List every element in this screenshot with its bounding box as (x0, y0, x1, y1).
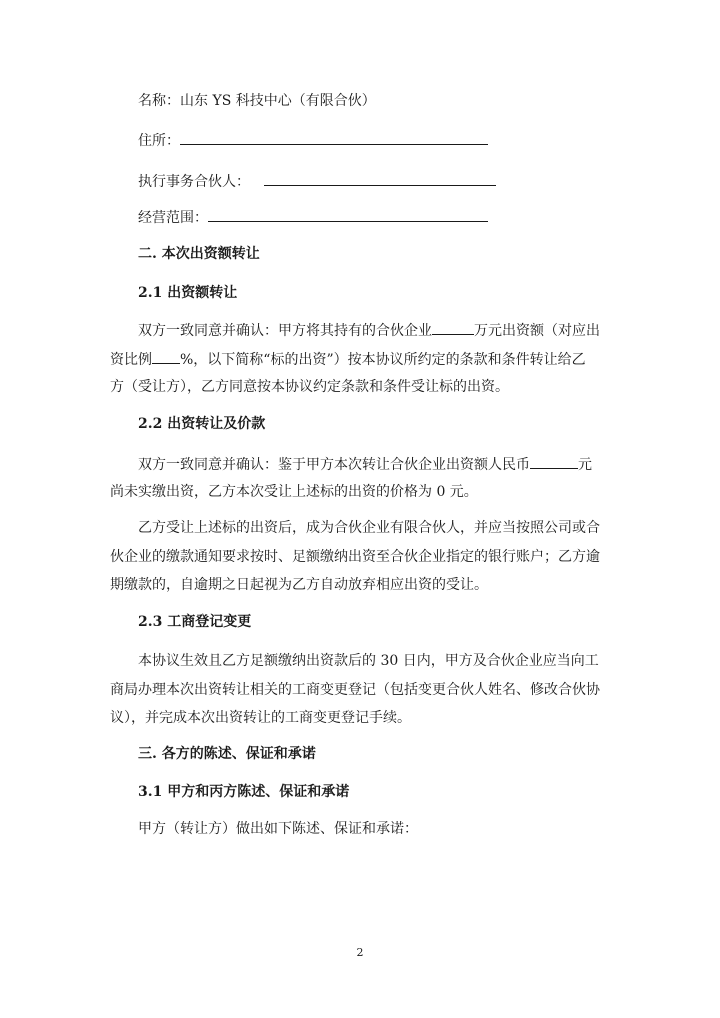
s22-p2-line-2: 伙企业的缴款通知要求按时、足额缴纳出资至合伙企业指定的银行账户；乙方逾 (110, 549, 600, 565)
s23-line-1: 本协议生效且乙方足额缴纳出资款后的 30 日内，甲方及合伙企业应当向工 (138, 653, 599, 669)
section2-heading: 二. 本次出资额转让 (138, 246, 260, 262)
name-value: 山东 YS 科技中心（有限合伙） (180, 93, 376, 109)
s31-line-1: 甲方（转让方）做出如下陈述、保证和承诺： (138, 821, 418, 837)
s21-text-1a: 双方一致同意并确认：甲方将其持有的合伙企业 (138, 323, 432, 339)
amount-blank (432, 320, 474, 335)
s22-p1-line-2: 尚未实缴出资，乙方本次受让上述标的出资的价格为 0 元。 (110, 484, 478, 500)
scope-blank (208, 207, 488, 222)
section2-2-heading: 2.2 出资转让及价款 (138, 416, 266, 432)
scope-label: 经营范围： (138, 210, 208, 226)
partner-blank (264, 171, 496, 186)
address-blank (180, 130, 488, 145)
partner-line (138, 171, 496, 191)
s21-line-2 (110, 349, 586, 369)
s21-line-1 (138, 320, 600, 340)
partner-label: 执行事务合伙人： (138, 174, 250, 190)
s23-line-2: 商局办理本次出资转让相关的工商变更登记（包括变更合伙人姓名、修改合伙协 (110, 682, 600, 698)
s23-line-3: 议），并完成本次出资转让的工商变更登记手续。 (110, 710, 411, 726)
s22-text-1a: 双方一致同意并确认：鉴于甲方本次转让合伙企业出资额人民币 (138, 457, 530, 473)
ratio-blank (152, 349, 180, 364)
section2-1-heading: 2.1 出资额转让 (138, 285, 238, 301)
s22-p1-line-1 (138, 454, 592, 474)
section2-3-heading: 2.3 工商登记变更 (138, 614, 252, 630)
name-line (138, 92, 376, 110)
s21-text-2b: %，以下简称“标的出资”）按本协议所约定的条款和条件转让给乙 (180, 352, 586, 368)
rmb-blank (530, 454, 578, 469)
scope-line (138, 207, 488, 227)
s22-p2-line-3: 期缴款的，自逾期之日起视为乙方自动放弃相应出资的受让。 (110, 577, 488, 593)
address-label: 住所： (138, 133, 180, 149)
s21-line-3: 方（受让方），乙方同意按本协议约定条款和条件受让标的出资。 (110, 379, 509, 395)
section3-1-heading: 3.1 甲方和丙方陈述、保证和承诺 (138, 784, 350, 800)
s21-text-2a: 资比例 (110, 352, 152, 368)
name-label: 名称： (138, 93, 180, 109)
page-number: 2 (356, 946, 364, 959)
s22-p2-line-1: 乙方受让上述标的出资后，成为合伙企业有限合伙人，并应当按照公司或合 (138, 520, 600, 536)
address-line (138, 130, 488, 150)
s21-text-1b: 万元出资额（对应出 (474, 323, 600, 339)
s22-text-1b: 元 (578, 457, 592, 473)
section3-heading: 三. 各方的陈述、保证和承诺 (138, 746, 316, 762)
